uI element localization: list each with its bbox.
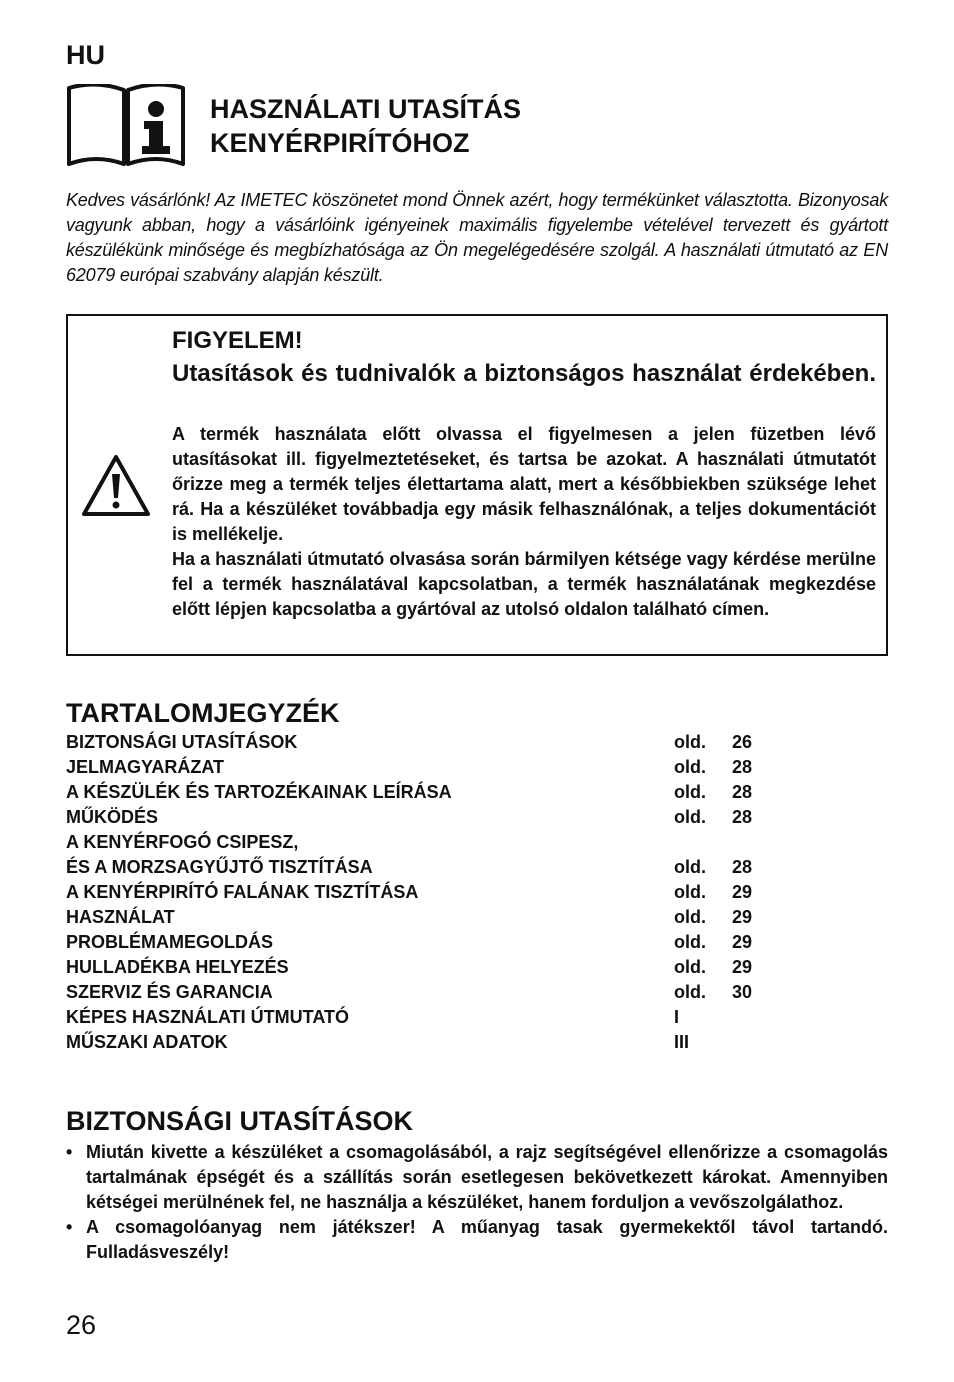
toc-row xyxy=(66,780,786,805)
toc-entry-page: 29 xyxy=(732,882,753,902)
toc-entry-label: JELMAGYARÁZAT xyxy=(66,757,225,777)
toc-entry-label: KÉPES HASZNÁLATI ÚTMUTATÓ xyxy=(66,1007,349,1027)
toc-row xyxy=(66,955,786,980)
toc-row xyxy=(66,930,786,955)
toc-row xyxy=(66,805,786,830)
warning-paragraph-2: Ha a használati útmutató olvasása során bármilyen kétsége vagy kérdése merülne fel a termék használatával kapcsolatban, a termék használatának megkezdése előtt lépjen kapcsolatba a gyártóval az utolsó oldalon található címen. xyxy=(172,549,876,619)
toc-entry-old: old. xyxy=(674,982,706,1002)
list-item xyxy=(66,1140,888,1215)
toc-row xyxy=(66,830,786,855)
toc-entry-label: SZERVIZ ÉS GARANCIA xyxy=(66,982,273,1002)
toc-entry-old: III xyxy=(674,1032,690,1052)
warning-box xyxy=(66,314,888,656)
safety-section-title: BIZTONSÁGI UTASÍTÁSOK xyxy=(66,1106,414,1136)
warning-title: FIGYELEM! xyxy=(172,327,303,354)
toc-entry-old: old. xyxy=(674,857,706,877)
toc-entry-old: old. xyxy=(674,907,706,927)
toc-row xyxy=(66,905,786,930)
info-book-icon xyxy=(66,84,186,168)
toc-entry-label: PROBLÉMAMEGOLDÁS xyxy=(66,932,273,952)
page-number: 26 xyxy=(66,1310,97,1340)
title-line-2: KENYÉRPIRÍTÓHOZ xyxy=(210,128,470,158)
table-of-contents xyxy=(66,730,786,1055)
toc-entry-page: 28 xyxy=(732,857,753,877)
safety-bullet-list xyxy=(66,1140,888,1265)
toc-entry-label: HULLADÉKBA HELYEZÉS xyxy=(66,957,289,977)
toc-row xyxy=(66,980,786,1005)
toc-row xyxy=(66,755,786,780)
toc-entry-page: 28 xyxy=(732,782,753,802)
toc-entry-page: 30 xyxy=(732,982,753,1002)
toc-entry-page: 29 xyxy=(732,907,753,927)
toc-entry-label: A KENYÉRFOGÓ CSIPESZ, xyxy=(66,832,299,852)
bullet-dot-icon: • xyxy=(66,1217,73,1237)
warning-paragraph-1: A termék használata előtt olvassa el figyelmesen a jelen füzetben lévő utasításokat ill. figyelmeztetéseket, és tartsa be azokat. A használati útmutatót őrizze meg a termék teljes élettartama alatt, mert a későbbiekben szüksége lehet rá. Ha a készüléket továbbadja egy másik felhasználónak, a teljes dokumentációt is mellékelje. xyxy=(172,424,876,544)
toc-entry-old: old. xyxy=(674,757,706,777)
list-item xyxy=(66,1215,888,1265)
toc-entry-old: old. xyxy=(674,782,706,802)
toc-entry-page: 28 xyxy=(732,757,753,777)
toc-title: TARTALOMJEGYZÉK xyxy=(66,698,340,728)
toc-entry-label: ÉS A MORZSAGYŰJTŐ TISZTÍTÁSA xyxy=(66,857,373,877)
toc-entry-old: old. xyxy=(674,957,706,977)
toc-row xyxy=(66,855,786,880)
toc-entry-label: BIZTONSÁGI UTASÍTÁSOK xyxy=(66,732,298,752)
bullet-text: A csomagolóanyag nem játékszer! A műanyag tasak gyermekektől távol tartandó. Fulladásveszély! xyxy=(86,1217,888,1262)
toc-entry-old: old. xyxy=(674,882,706,902)
toc-entry-page: 28 xyxy=(732,807,753,827)
language-code: HU xyxy=(66,40,105,70)
warning-body xyxy=(172,422,876,622)
toc-entry-label: MŰSZAKI ADATOK xyxy=(66,1032,228,1052)
toc-entry-old: I xyxy=(674,1007,680,1027)
intro-paragraph: Kedves vásárlónk! Az IMETEC köszönetet mond Önnek azért, hogy termékünket választotta. Bizonyosak vagyunk abban, hogy a vásárlóink igényeinek maximális figyelembe vételével tervezett és gyártott készülékünk minősége és megbízhatósága az Ön megelégedésére szolgál. A használati útmutató az EN 62079 európai szabvány alapján készült. xyxy=(66,190,888,285)
toc-entry-page: 29 xyxy=(732,957,753,977)
warning-triangle-icon xyxy=(80,452,152,518)
title-line-1: HASZNÁLATI UTASÍTÁS xyxy=(210,94,521,124)
toc-entry-label: A KÉSZÜLÉK ÉS TARTOZÉKAINAK LEÍRÁSA xyxy=(66,782,452,802)
toc-entry-old: old. xyxy=(674,807,706,827)
toc-row xyxy=(66,730,786,755)
toc-entry-old: old. xyxy=(674,732,706,752)
toc-entry-page: 29 xyxy=(732,932,753,952)
toc-entry-page: 26 xyxy=(732,732,753,752)
toc-entry-label: MŰKÖDÉS xyxy=(66,807,159,827)
toc-row xyxy=(66,880,786,905)
toc-entry-old: old. xyxy=(674,932,706,952)
page-title xyxy=(210,92,521,160)
bullet-dot-icon: • xyxy=(66,1142,73,1162)
toc-row xyxy=(66,1030,786,1055)
warning-heading xyxy=(172,324,876,390)
bullet-text: Miután kivette a készüléket a csomagolásából, a rajz segítségével ellenőrizze a csomagolás tartalmának épségét és a szállítás során esetlegesen bekövetkezett károkat. Amennyiben kétségei merülnének fel, ne használja a készüléket, hanem forduljon a vevőszolgálathoz. xyxy=(86,1142,888,1212)
warning-subtitle: Utasítások és tudnivalók a biztonságos használat érdekében. xyxy=(172,360,876,387)
toc-entry-label: A KENYÉRPIRÍTÓ FALÁNAK TISZTÍTÁSA xyxy=(66,882,419,902)
toc-row xyxy=(66,1005,786,1030)
toc-entry-label: HASZNÁLAT xyxy=(66,907,175,927)
